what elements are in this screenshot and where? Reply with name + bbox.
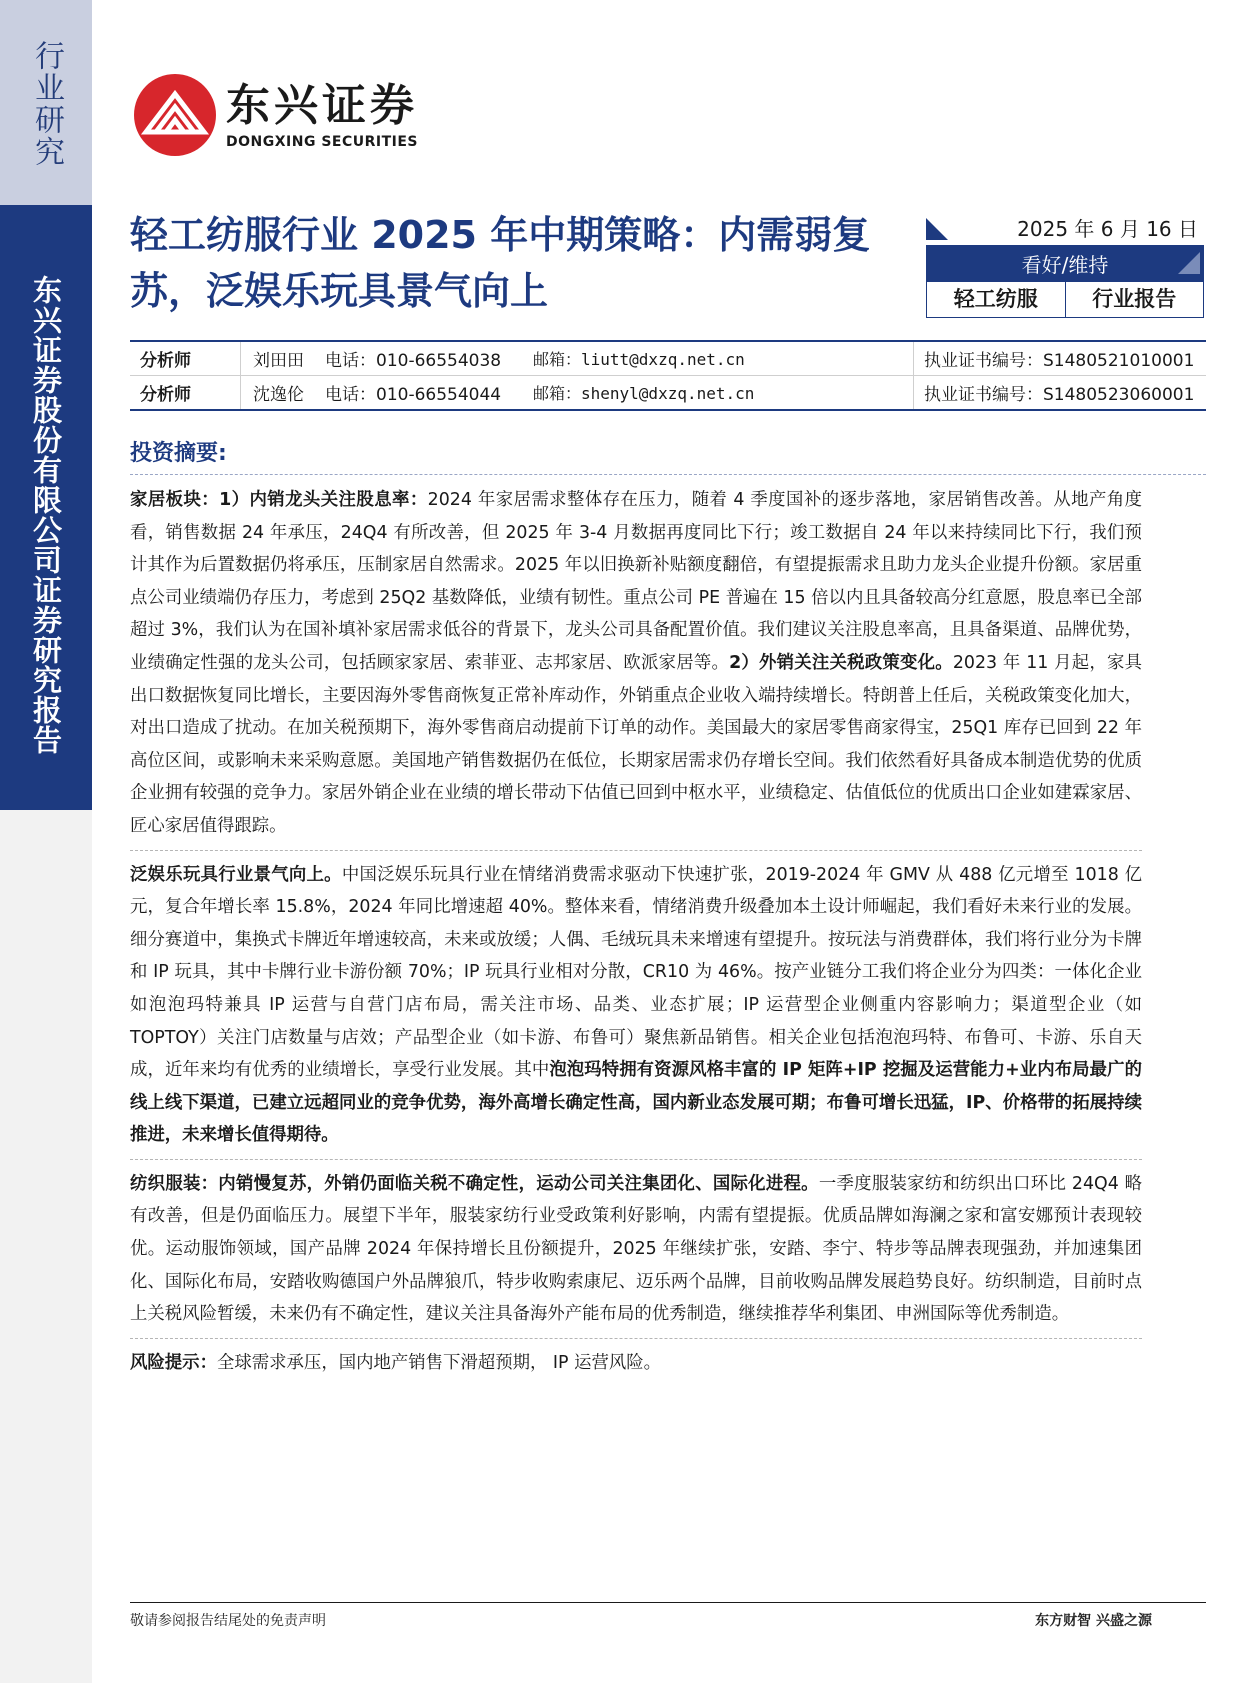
sidebar-top-label: 行业研究 xyxy=(29,40,64,168)
disclaimer-note: 敬请参阅报告结尾处的免责声明 xyxy=(130,1613,326,1629)
toys-bold-tail: 泡泡玛特拥有资源风格丰富的 IP 矩阵+IP 挖掘及运营能力+业内布局最广的线上线下渠道，已建立远超同业的竞争优势，海外高增长确定性高，国内新业态发展可期；布鲁可增长迅猛，IP、价格带的拓展持续推进，未来增长值得期待。 xyxy=(130,1060,1142,1146)
analyst-phone: 电话：010-66554038 xyxy=(325,351,502,371)
section-divider xyxy=(130,1159,1142,1160)
report-type-label: 行业报告 xyxy=(1065,282,1204,317)
sidebar-company-band xyxy=(0,205,92,810)
rating-triangle-icon xyxy=(1178,252,1200,274)
toys-lead: 泛娱乐玩具行业景气向上。 xyxy=(130,864,342,885)
analyst-name: 沈逸伦 xyxy=(253,385,304,405)
rating-view: 看好/维持 xyxy=(1021,253,1109,277)
textile-text-1: 一季度服装家纺和纺织出口环比 24Q4 略有改善，但是仍面临压力。展望下半年，服装家纺行业受政策利好影响，内需有望提振。优质品牌如海澜之家和富安娜预计表现较优。运动服饰领域，国产品牌 2024 年保持增长且份额提升，2025 年继续扩张，安踏、李宁、特步等品牌表现强劲，并加速集团化、国际化布局，安踏收购德国户外品牌狼爪，特步收购索康尼、迈乐两个品牌，目前收购品牌发展趋势良好。纺织制造，目前时点上关税风险暂缓，未来仍有不确定性，建议关注具备海外产能布局的优秀制造，继续推荐华利集团、申洲国际等优秀制造。 xyxy=(130,1173,1142,1325)
home-furnishing-paragraph xyxy=(130,484,1142,843)
sidebar-top-band xyxy=(0,0,92,205)
analyst-role: 分析师 xyxy=(130,376,241,409)
analyst-row xyxy=(130,375,1206,409)
textile-lead: 纺织服装：内销慢复苏，外销仍面临关税不确定性，运动公司关注集团化、国际化进程。 xyxy=(130,1173,819,1194)
logo-name-en: DONGXING SECURITIES xyxy=(226,134,418,150)
analyst-email: 邮箱：liutt@dxzq.net.cn xyxy=(533,350,745,369)
toys-paragraph xyxy=(130,859,1142,1152)
rating-view-row xyxy=(926,246,1204,282)
analyst-row xyxy=(130,342,1206,375)
company-logo xyxy=(132,72,418,158)
rating-box xyxy=(926,210,1204,318)
report-date-row xyxy=(926,210,1204,246)
risk-lead: 风险提示： xyxy=(130,1352,217,1373)
home-text-2: 2023 年 11 月起，家具出口数据恢复同比增长，主要因海外零售商恢复正常补库动作，外销重点企业收入端持续增长。特朗普上任后，关税政策变化加大，对出口造成了扰动。在加关税预期下，海外零售商启动提前下订单的动作。美国最大的家居零售商家得宝，25Q1 库存已回到 22 年高位区间，或影响未来采购意愿。美国地产销售数据仍在低位，长期家居需求仍存增长空间。我们依然看好具备成本制造优势的优质企业拥有较强的竞争力。家居外销企业在业绩的增长带动下估值已回到中枢水平，业绩稳定、估值低位的优质出口企业如建霖家居、匠心家居值得跟踪。 xyxy=(130,652,1142,836)
summary-divider xyxy=(130,474,1206,475)
analyst-role: 分析师 xyxy=(130,342,241,375)
rating-cells xyxy=(926,282,1204,318)
date-triangle-icon xyxy=(926,218,948,240)
home-text-1: 2024 年家居需求整体存在压力，随着 4 季度国补的逐步落地，家居销售改善。从地产角度看，销售数据 24 年承压，24Q4 有所改善，但 2025 年 3-4 月数据再度同比下行；竣工数据自 24 年以来持续同比下行，我们预计其作为后置数据仍将承压，压制家居自然需求。2025 年以旧换新补贴额度翻倍，有望提振需求且助力龙头企业提升份额。家居重点公司业绩端仍存压力，考虑到 25Q2 基数降低，业绩有韧性。重点公司 PE 普遍在 15 倍以内且具备较高分红意愿，股息率已全部超过 3%，我们认为在国补填补家居需求低谷的背景下，龙头公司具备配置价值。我们建议关注股息率高，且具备渠道、品牌优势，业绩确定性强的龙头公司，包括顾家家居、索菲亚、志邦家居、欧派家居等。 xyxy=(130,490,1142,673)
footer-divider xyxy=(130,1602,1206,1603)
analyst-table xyxy=(130,340,1206,411)
report-title: 轻工纺服行业 2025 年中期策略：内需弱复苏，泛娱乐玩具景气向上 xyxy=(130,213,871,313)
risk-paragraph xyxy=(130,1347,1142,1380)
report-date: 2025 年 6 月 16 日 xyxy=(1017,217,1198,241)
home-lead: 家居板块：1）内销龙头关注股息率： xyxy=(130,490,428,510)
section-divider xyxy=(130,850,1142,851)
industry-label: 轻工纺服 xyxy=(953,287,1038,311)
sidebar-company-label: 东兴证券股份有限公司证券研究报告 xyxy=(29,275,63,755)
footer-slogan: 东方财智 兴盛之源 xyxy=(1035,1613,1152,1629)
analyst-cert: 执业证书编号：S1480521010001 xyxy=(913,342,1194,375)
logo-emblem-icon xyxy=(132,72,218,158)
textile-paragraph xyxy=(130,1168,1142,1331)
summary-body xyxy=(130,484,1142,1379)
risk-text-1: 全球需求承压，国内地产销售下滑超预期， IP 运营风险。 xyxy=(216,1352,662,1373)
analyst-email: 邮箱：shenyl@dxzq.net.cn xyxy=(533,384,755,403)
toys-text-1: 中国泛娱乐玩具行业在情绪消费需求驱动下快速扩张，2019-2024 年 GMV 从 488 亿元增至 1018 亿元，复合年增长率 15.8%，2024 年同比增速超 40%。整体来看，情绪消费升级叠加本土设计师崛起，我们看好未来行业的发展。细分赛道中，集换式卡牌近年增速较高，未来或放缓；人偶、毛绒玩具未来增速有望提升。按玩法与消费群体，我们将行业分为卡牌和 IP 玩具，其中卡牌行业卡游份额 70%；IP 玩具行业相对分散，CR10 为 46%。按产业链分工我们将企业分为四类：一体化企业如泡泡玛特兼具 IP 运营与自营门店布局，需关注市场、品类、业态扩展；IP 运营型企业侧重内容影响力；渠道型企业（如 TOPTOY）关注门店数量与店效；产品型企业（如卡游、布鲁可）聚焦新品销售。相关企业包括泡泡玛特、布鲁可、卡游、乐自天成，近年来均有优秀的业绩增长，享受行业发展。其中 xyxy=(130,864,1142,1081)
analyst-name: 刘田田 xyxy=(253,351,304,371)
analyst-cert: 执业证书编号：S1480523060001 xyxy=(913,376,1194,409)
section-divider xyxy=(130,1338,1142,1339)
logo-name-cn: 东兴证券 xyxy=(226,80,418,131)
analyst-phone: 电话：010-66554044 xyxy=(325,385,502,405)
sidebar-lower-band xyxy=(0,810,92,1683)
summary-heading: 投资摘要: xyxy=(130,441,227,466)
home-lead-2: 2）外销关注关税政策变化。 xyxy=(729,652,953,673)
